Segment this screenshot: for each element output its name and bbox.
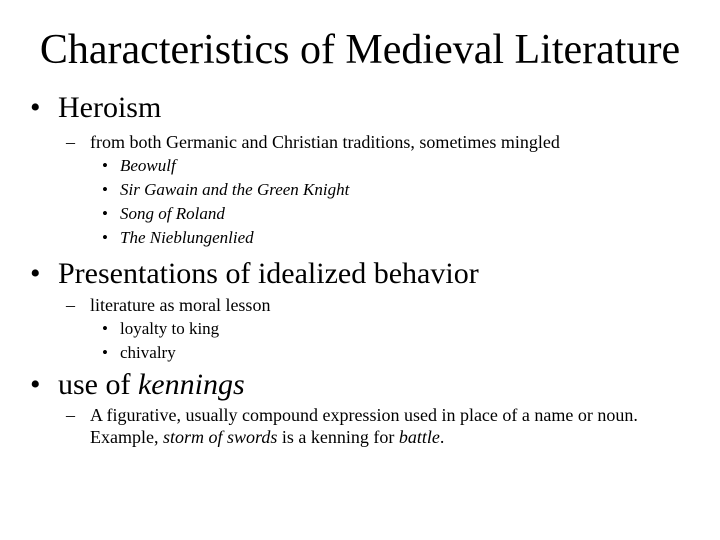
work-item — [102, 178, 349, 202]
bullet-marker: • — [102, 319, 108, 338]
bullet-idealized-behavior — [30, 256, 479, 292]
behavior-text: loyalty to king — [120, 319, 220, 338]
bullet-marker: • — [102, 228, 108, 247]
sub-kenning-definition — [66, 403, 638, 427]
bullet-marker: • — [30, 257, 41, 290]
work-item — [102, 154, 176, 178]
example-middle: is a kenning for — [277, 427, 399, 447]
bullet-marker: • — [102, 156, 108, 175]
slide-title: Characteristics of Medieval Literature — [39, 27, 681, 73]
example-word: battle — [398, 427, 440, 447]
bullet-marker: • — [102, 180, 108, 199]
sub-heroism-traditions — [66, 130, 560, 154]
bullet-marker: • — [30, 368, 41, 401]
example-end: . — [439, 427, 445, 447]
work-title: Sir Gawain and the Green Knight — [120, 180, 350, 199]
kenning-definition-text: A figurative, usually compound expression used in place of a name or noun. — [90, 405, 638, 425]
sub-moral-lesson — [66, 293, 270, 317]
work-title: Song of Roland — [120, 204, 225, 223]
bullet-kennings-prefix: use of — [58, 368, 138, 401]
work-item — [102, 226, 254, 250]
work-title: Beowulf — [120, 156, 176, 175]
example-phrase: storm of swords — [162, 427, 278, 447]
sub-heroism-text: from both Germanic and Christian traditions, sometimes mingled — [90, 132, 560, 152]
behavior-item — [102, 317, 219, 341]
dash-marker: – — [66, 132, 75, 152]
bullet-heroism-text: Heroism — [58, 91, 162, 124]
bullet-heroism — [30, 90, 161, 126]
example-prefix: Example, — [90, 427, 163, 447]
bullet-idealized-text: Presentations of idealized behavior — [58, 257, 479, 290]
sub-moral-lesson-text: literature as moral lesson — [90, 295, 271, 315]
behavior-item — [102, 341, 176, 365]
bullet-marker: • — [102, 204, 108, 223]
bullet-marker: • — [102, 343, 108, 362]
behavior-text: chivalry — [120, 343, 176, 362]
kenning-example — [90, 425, 444, 449]
dash-marker: – — [66, 405, 75, 425]
dash-marker: – — [66, 295, 75, 315]
bullet-kennings — [30, 367, 245, 403]
bullet-kennings-term: kennings — [137, 368, 245, 401]
work-title: The Nieblungenlied — [120, 228, 254, 247]
work-item — [102, 202, 225, 226]
bullet-marker: • — [30, 91, 41, 124]
